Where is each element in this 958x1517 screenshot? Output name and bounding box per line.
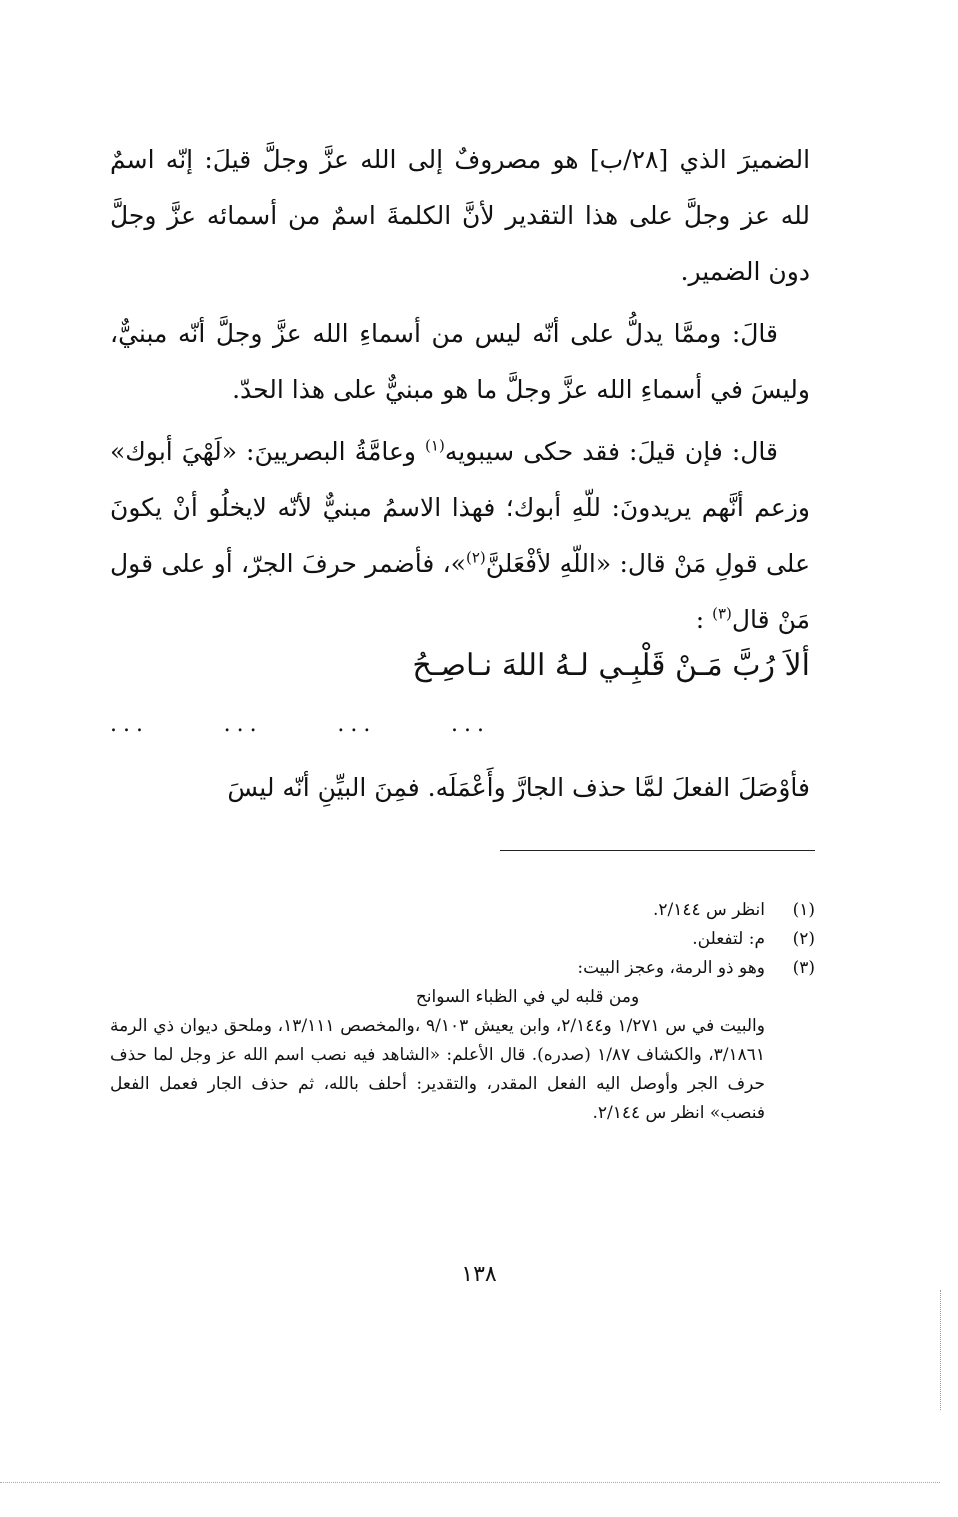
footnote-verse: ومن قلبه لي في الظباء السوانح <box>415 987 640 1007</box>
page-number: ١٣٨ <box>461 1262 497 1287</box>
footnote-1 <box>110 896 815 925</box>
ellipsis: ... <box>223 712 263 737</box>
paragraph-3-part-b: وعامَّةُ البصريينَ: «لَهْيَ أبوك» وزعم أنَّهم يريدونَ: للّهِ أبوك؛ فهذا الاسمُ مبنيٌّ لأنّه لايخلُو أنْ يكونَ على قولِ مَنْ قال: «اللّهِ لأفْعَلنَّ <box>110 437 810 578</box>
footnote-2 <box>110 925 815 954</box>
scan-bottom-dots <box>0 1482 940 1483</box>
footnote-ref-1: (١) <box>425 436 445 455</box>
paragraph-3-part-a: قال: فإن قيلَ: فقد حكى سيبويه <box>444 437 778 466</box>
continuation-line: فأوْصَلَ الفعلَ لمَّا حذف الجارَّ وأَعْمَلَه. فمِنَ البيِّنِ أنّه ليسَ <box>227 773 810 802</box>
footnote-paragraph: والبيت في س ١/٢٧١ و٢/١٤٤، وابن يعيش ٩/١٠٣ ،والمخصص ١٣/١١١، وملحق ديوان ذي الرمة ٣/١٨٦١، والكشاف ١/٨٧ (صدره). قال الأعلم: «الشاهد فيه نصب اسم الله عز وجل لما حذف حرف الجر وأوصل اليه الفعل المقدر، والتقدير: أحلف بالله، ثم حذف الجار فعمل الفعل فنصب» انظر س ٢/١٤٤. <box>110 1016 765 1123</box>
ellipsis: ... <box>337 712 377 737</box>
ellipsis: ... <box>110 712 149 737</box>
ellipsis: ... <box>451 712 490 737</box>
paragraph-3-part-d: : <box>695 605 713 634</box>
footnotes <box>110 896 815 1128</box>
footnote-3-body <box>110 954 765 1128</box>
footnote-number: (٢) <box>792 929 815 949</box>
footnote-separator <box>500 850 815 851</box>
footnote-ref-3: (٣) <box>712 604 732 623</box>
paragraph-2: قالَ: وممَّا يدلُّ على أنّه ليس من أسماءِ الله عزَّ وجلَّ أنّه مبنيٌّ، وليسَ في أسماءِ الله عزَّ وجلَّ ما هو مبنيٌّ على هذا الحدّ. <box>110 319 810 404</box>
verse-line: ألاَ رُبَّ مَـنْ قَلْبِـي لـهُ اللهَ نـاصِـحُ <box>412 648 810 683</box>
main-text <box>110 132 810 654</box>
footnote-text: انظر س ٢/١٤٤. <box>652 900 765 920</box>
footnote-text: م: لتفعلن. <box>692 929 765 949</box>
footnote-text: وهو ذو الرمة، وعجز البيت: <box>577 958 765 978</box>
footnote-number: (٣) <box>792 958 815 978</box>
paragraph-3-part-c: »، فأضمر حرفَ الجرّ، أو على قول مَنْ قال <box>110 549 810 634</box>
paragraph-1: الضميرَ الذي [٢٨/ب] هو مصروفٌ إلى الله عزَّ وجلَّ قيلَ: إنّه اسمٌ لله عز وجلَّ على هذا التقدير لأنَّ الكلمةَ اسمٌ من أسمائه عزَّ وجلَّ دون الضمير. <box>110 145 811 286</box>
footnote-3 <box>110 954 815 1128</box>
footnote-ref-2: (٢) <box>465 548 486 567</box>
footnote-number: (١) <box>792 900 815 920</box>
scan-edge-mark <box>940 1290 941 1410</box>
paragraph-3 <box>110 424 810 648</box>
ellipsis-row <box>110 712 490 737</box>
